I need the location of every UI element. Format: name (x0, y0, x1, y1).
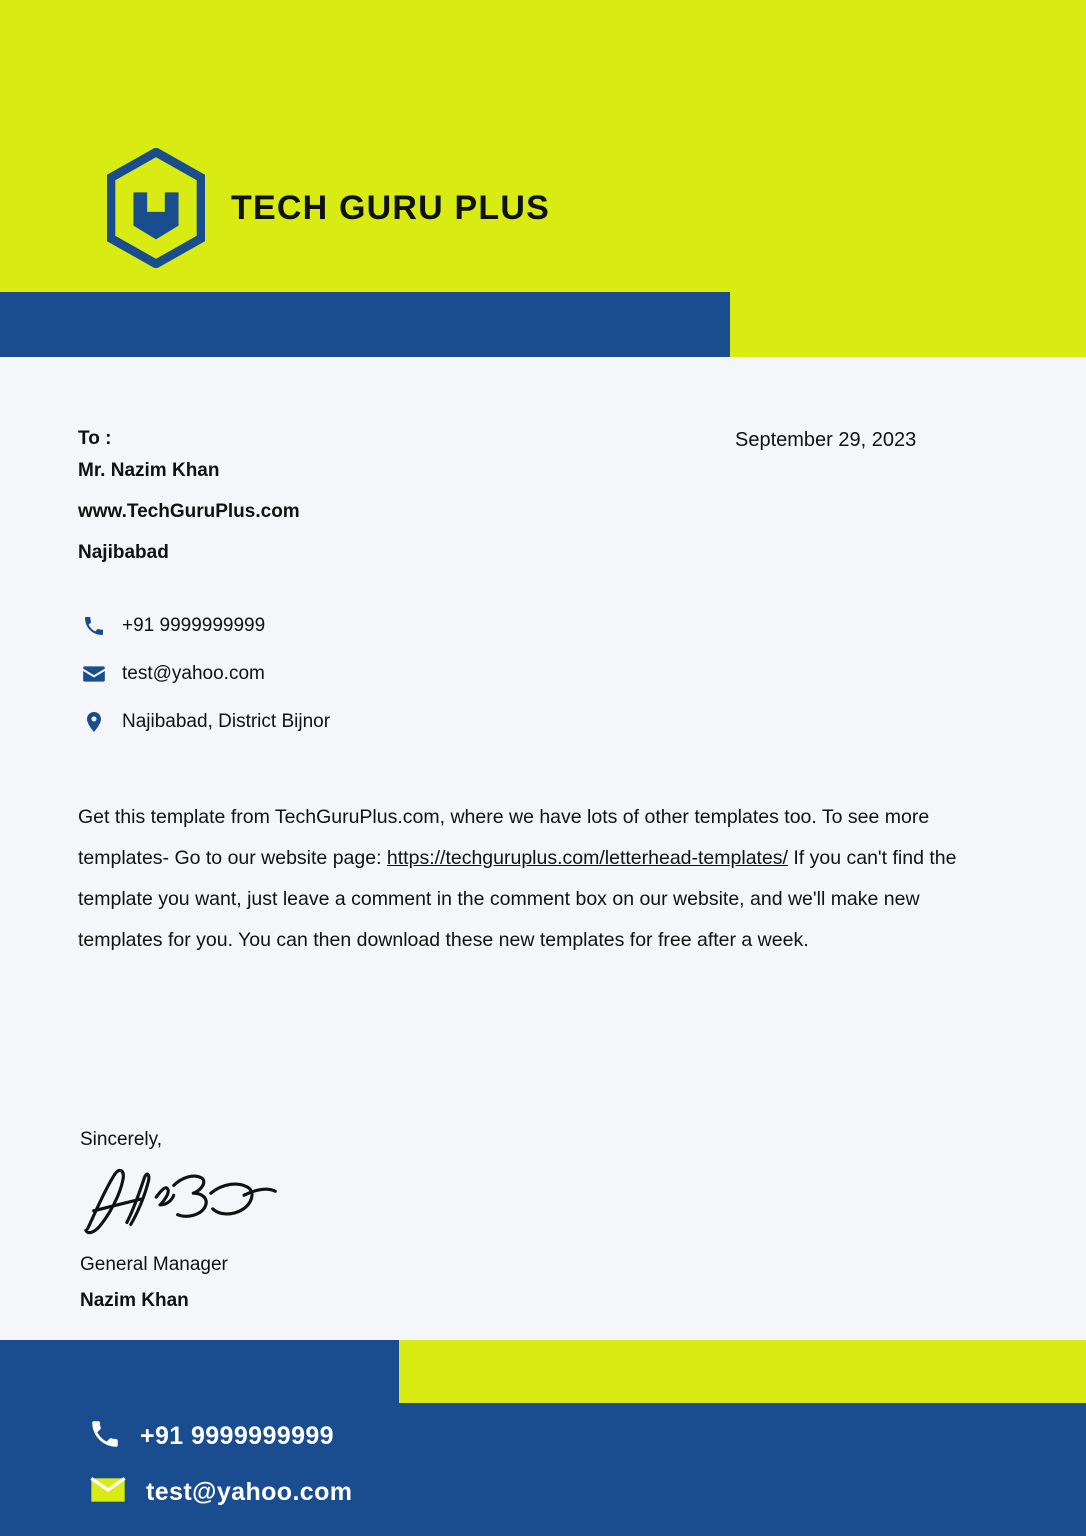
cube-logo-icon (107, 148, 205, 268)
footer-contact-list (88, 1408, 352, 1520)
recipient-name: Mr. Nazim Khan (78, 460, 220, 481)
contact-row-phone (80, 602, 330, 650)
email-icon (80, 661, 108, 687)
recipient-contact-list (80, 602, 330, 746)
footer-email-value: test@yahoo.com (146, 1477, 353, 1506)
brand-name: TECH GURU PLUS (231, 188, 551, 227)
signature-block (80, 1129, 285, 1312)
recipient-city: Najibabad (78, 542, 169, 563)
contact-email-value: test@yahoo.com (122, 663, 265, 684)
template-link[interactable]: https://techguruplus.com/letterhead-templates/ (386, 847, 788, 869)
contact-address-value: Najibabad, District Bijnor (122, 711, 331, 732)
recipient-block (78, 429, 300, 584)
contact-row-address (80, 698, 330, 746)
closing-text: Sincerely, (80, 1129, 163, 1150)
paragraph-text-after-link: If you can't find the template you want, just leave a comment in the comment box on our website, and we'll make new templates for you. You can then download these new templates for free after a week. (78, 847, 957, 951)
letter-paragraph (78, 797, 998, 961)
footer-blue-upper (0, 1340, 399, 1403)
phone-icon (88, 1417, 122, 1456)
brand-logo (107, 148, 550, 268)
footer-phone-value: +91 9999999999 (140, 1421, 334, 1450)
contact-row-email (80, 650, 330, 698)
footer-row-email (88, 1464, 352, 1520)
header-blue-bar (0, 292, 730, 357)
location-pin-icon (80, 710, 108, 734)
to-label: To : (78, 428, 112, 449)
signer-role: General Manager (80, 1254, 228, 1275)
contact-phone-value: +91 9999999999 (122, 615, 266, 636)
header-green-band-right (730, 292, 1086, 357)
recipient-website: www.TechGuruPlus.com (78, 501, 300, 522)
letter-date: September 29, 2023 (735, 429, 917, 451)
footer-green-band (399, 1340, 1086, 1403)
phone-icon (80, 614, 108, 638)
email-icon (88, 1470, 128, 1515)
handwritten-signature (80, 1163, 285, 1248)
letter-body (0, 357, 1086, 1393)
signer-name: Nazim Khan (80, 1290, 189, 1311)
paragraph-text-before-link: Get this template from TechGuruPlus.com, where we have lots of other templates too. To see more templates- Go to our website page: (78, 806, 930, 869)
footer-row-phone (88, 1408, 352, 1464)
